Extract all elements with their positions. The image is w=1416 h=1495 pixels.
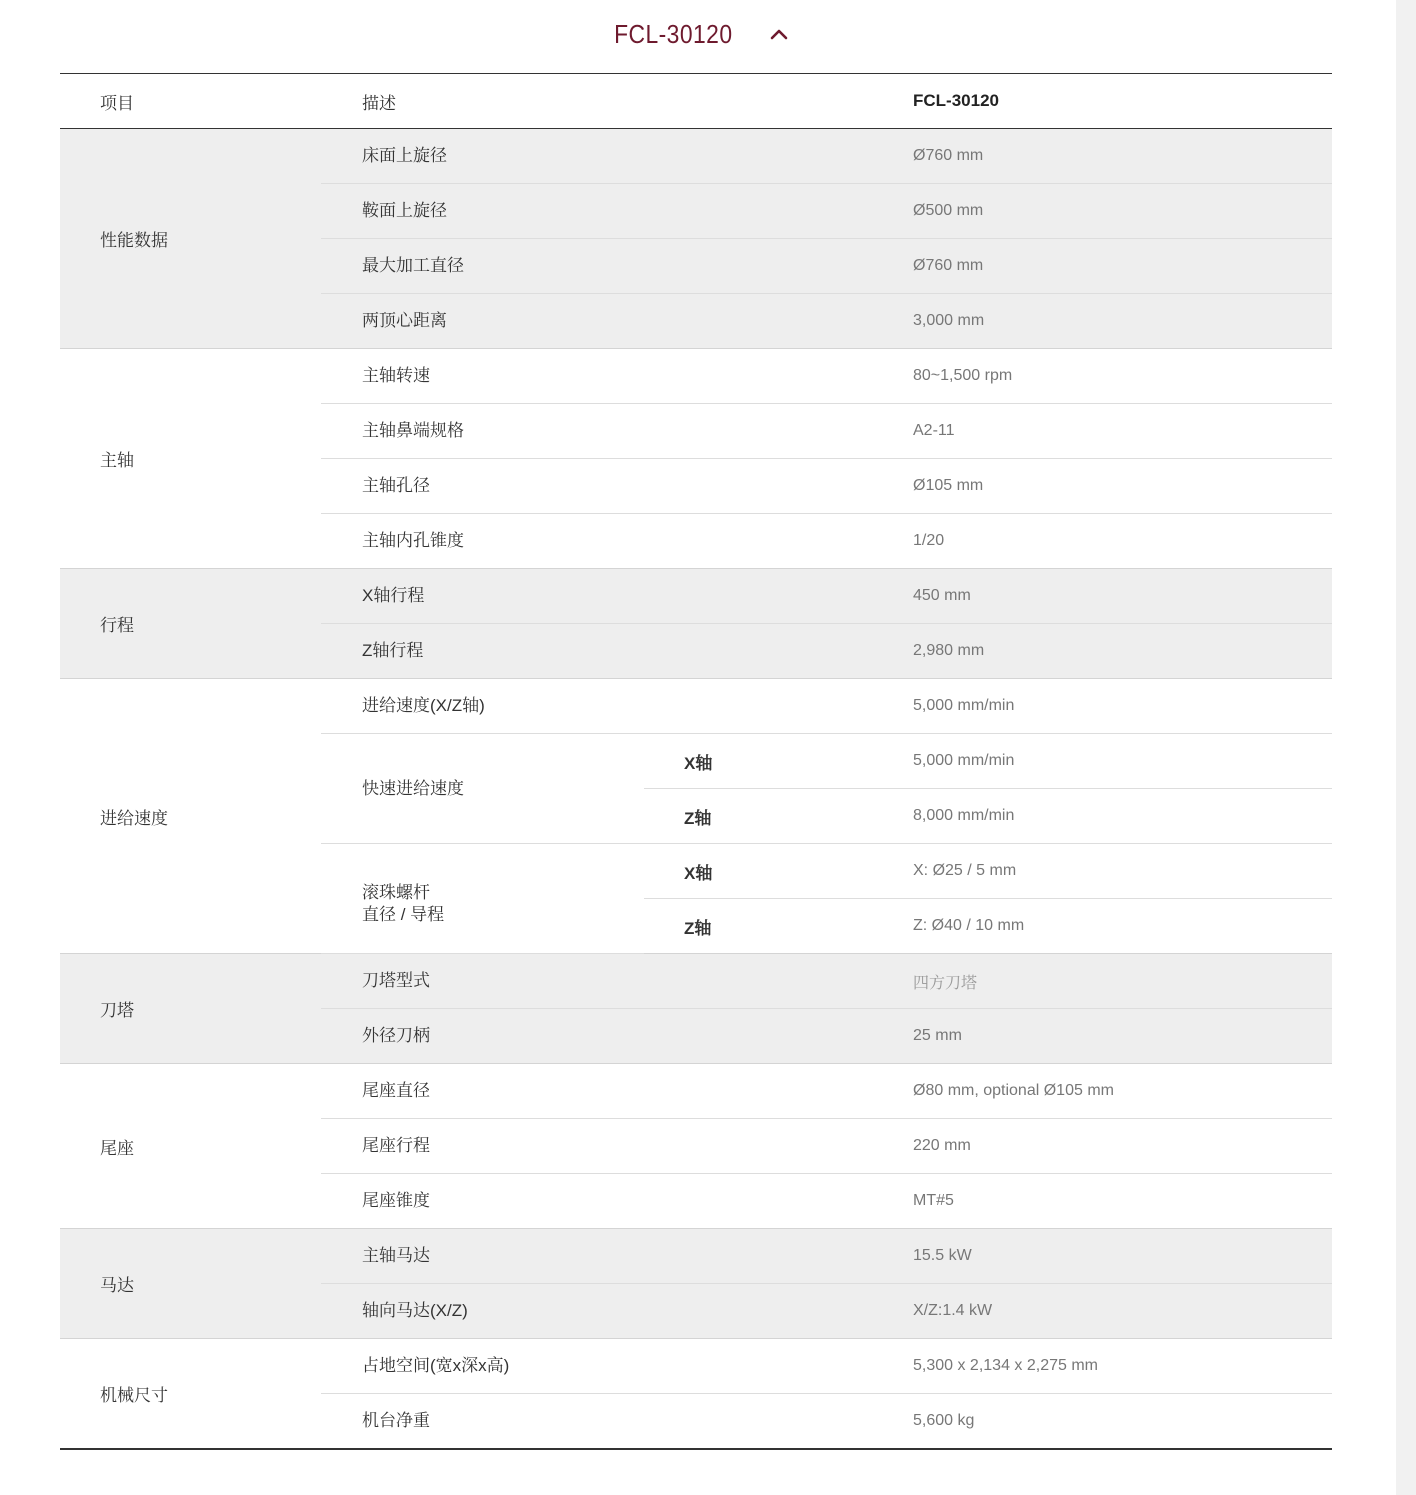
spec-value: Ø500 mm xyxy=(873,184,1332,239)
category-label: 马达 xyxy=(60,1229,321,1339)
axis-label: X轴 xyxy=(644,844,873,899)
spec-description: Z轴行程 xyxy=(321,624,873,679)
spec-value: X/Z:1.4 kW xyxy=(873,1284,1332,1339)
spec-value: Ø105 mm xyxy=(873,459,1332,514)
spec-value: 15.5 kW xyxy=(873,1229,1332,1284)
spec-description: 外径刀柄 xyxy=(321,1009,873,1064)
table-row xyxy=(60,129,1332,184)
category-label: 性能数据 xyxy=(60,129,321,349)
spec-value: 5,600 kg xyxy=(913,1411,975,1429)
spec-value: 四方刀塔 xyxy=(873,954,1332,1009)
table-row xyxy=(60,679,1332,734)
spec-description: 快速进给速度 xyxy=(321,734,644,844)
spec-description: 主轴转速 xyxy=(321,349,873,404)
spec-description: 最大加工直径 xyxy=(321,239,873,294)
axis-label: Z轴 xyxy=(644,899,873,954)
spec-value: 2,980 mm xyxy=(873,624,1332,679)
category-label: 刀塔 xyxy=(60,954,321,1064)
category-label: 主轴 xyxy=(60,349,321,569)
category-label: 机械尺寸 xyxy=(100,1385,168,1405)
spec-description: 主轴孔径 xyxy=(321,459,873,514)
model-accordion-header[interactable] xyxy=(0,0,1396,68)
spec-description: 尾座锥度 xyxy=(321,1174,873,1229)
spec-description: 主轴马达 xyxy=(321,1229,873,1284)
spec-description: 主轴内孔锥度 xyxy=(321,514,873,569)
category-label: 进给速度 xyxy=(60,679,321,954)
spec-description: 两顶心距离 xyxy=(321,294,873,349)
spec-value: 450 mm xyxy=(873,569,1332,624)
table-row xyxy=(60,1229,1332,1284)
spec-description: 床面上旋径 xyxy=(321,129,873,184)
spec-description: 尾座直径 xyxy=(321,1064,873,1119)
group-tailstock xyxy=(60,1064,1332,1229)
table-row xyxy=(60,569,1332,624)
model-title: FCL-30120 xyxy=(613,18,733,49)
spec-value: Ø80 mm, optional Ø105 mm xyxy=(873,1064,1332,1119)
group-performance xyxy=(60,129,1332,349)
scrollbar-track[interactable] xyxy=(1396,0,1416,1495)
group-travel xyxy=(60,569,1332,679)
group-motor xyxy=(60,1229,1332,1339)
table-row xyxy=(60,1064,1332,1119)
spec-description: 轴向马达(X/Z) xyxy=(321,1284,873,1339)
group-dimensions xyxy=(60,1339,1332,1449)
table-row xyxy=(60,349,1332,404)
spec-value: 25 mm xyxy=(873,1009,1332,1064)
chevron-up-icon[interactable] xyxy=(768,23,790,45)
ballscrew-label-line1: 滚珠螺杆 xyxy=(362,882,430,902)
ballscrew-label-line2: 直径 / 导程 xyxy=(362,904,445,924)
spec-value: 5,000 mm/min xyxy=(873,679,1332,734)
spec-value: 1/20 xyxy=(873,514,1332,569)
spec-value: Ø760 mm xyxy=(873,239,1332,294)
spec-value: 5,000 mm/min xyxy=(873,734,1332,789)
axis-label: Z轴 xyxy=(644,789,873,844)
spec-description: 机台净重 xyxy=(362,1410,430,1430)
group-spindle xyxy=(60,349,1332,569)
column-header-category: 项目 xyxy=(60,74,321,129)
spec-description xyxy=(321,844,644,954)
axis-label: X轴 xyxy=(644,734,873,789)
spec-value: 8,000 mm/min xyxy=(873,789,1332,844)
column-header-description: 描述 xyxy=(321,74,873,129)
spec-description: 进给速度(X/Z轴) xyxy=(321,679,873,734)
spec-value: 80~1,500 rpm xyxy=(873,349,1332,404)
spec-description: X轴行程 xyxy=(321,569,873,624)
spec-value: Z: Ø40 / 10 mm xyxy=(873,899,1332,954)
spec-value: Ø760 mm xyxy=(873,129,1332,184)
category-label: 行程 xyxy=(60,569,321,679)
category-label: 尾座 xyxy=(60,1064,321,1229)
spec-value: 220 mm xyxy=(873,1119,1332,1174)
spec-description: 主轴鼻端规格 xyxy=(321,404,873,459)
spec-description: 鞍面上旋径 xyxy=(321,184,873,239)
table-row xyxy=(60,1339,1332,1394)
spec-value: MT#5 xyxy=(873,1174,1332,1229)
spec-description: 占地空间(宽x深x高) xyxy=(321,1339,873,1394)
table-header-row xyxy=(60,74,1332,129)
spec-table xyxy=(60,73,1332,1450)
spec-value: A2-11 xyxy=(873,404,1332,459)
group-feed xyxy=(60,679,1332,954)
spec-description: 刀塔型式 xyxy=(321,954,873,1009)
column-header-model: FCL-30120 xyxy=(873,74,1332,129)
spec-value: 3,000 mm xyxy=(873,294,1332,349)
table-row xyxy=(60,954,1332,1009)
group-turret xyxy=(60,954,1332,1064)
spec-value: X: Ø25 / 5 mm xyxy=(873,844,1332,899)
spec-description: 尾座行程 xyxy=(321,1119,873,1174)
spec-value: 5,300 x 2,134 x 2,275 mm xyxy=(873,1339,1332,1394)
